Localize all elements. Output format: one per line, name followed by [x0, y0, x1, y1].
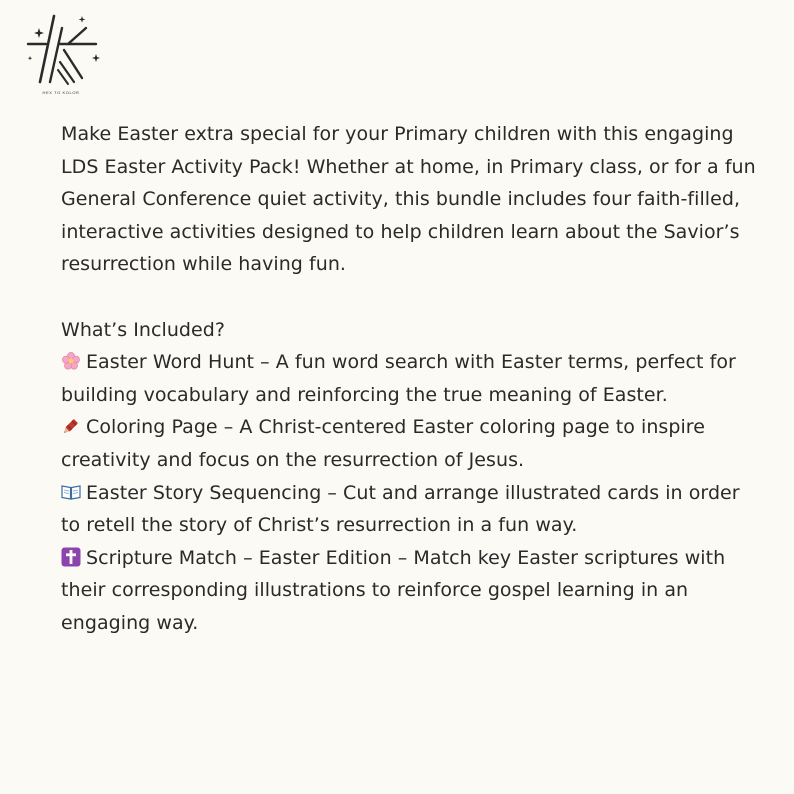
list-item: [61, 542, 761, 640]
item-text: Coloring Page – A Christ-centered Easter coloring page to inspire creativity and focus on the resurrection of Jesus.: [61, 416, 705, 471]
crayon-icon: [61, 416, 81, 436]
item-text: Easter Word Hunt – A fun word search with Easter terms, perfect for building vocabulary and reinforcing the true meaning of Easter.: [61, 351, 736, 406]
open-book-icon: [61, 482, 81, 502]
intro-paragraph: Make Easter extra special for your Primary children with this engaging LDS Easter Activity Pack! Whether at home, in Primary class, or for a fun General Conference quiet activity, this bundle includes four faith-filled, interactive activities designed to help children learn about the Savior’s resurrection while having fun.: [61, 123, 756, 276]
brand-logo: [24, 10, 106, 100]
list-item: [61, 346, 761, 411]
item-text: Scripture Match – Easter Edition – Match key Easter scriptures with their corresponding illustrations to reinforce gospel learning in an engaging way.: [61, 546, 726, 634]
list-item: [61, 477, 761, 542]
flower-icon: [61, 351, 81, 371]
description-body: [61, 118, 761, 640]
item-text: Easter Story Sequencing – Cut and arrange illustrated cards in order to retell the story of Christ’s resurrection in a fun way.: [61, 481, 740, 537]
list-item: [61, 411, 761, 476]
brand-caption: HEX TO KOLOR: [42, 90, 80, 95]
included-heading: What’s Included?: [61, 318, 226, 341]
cross-icon: [61, 547, 81, 567]
hk-monogram-icon: [24, 10, 106, 90]
